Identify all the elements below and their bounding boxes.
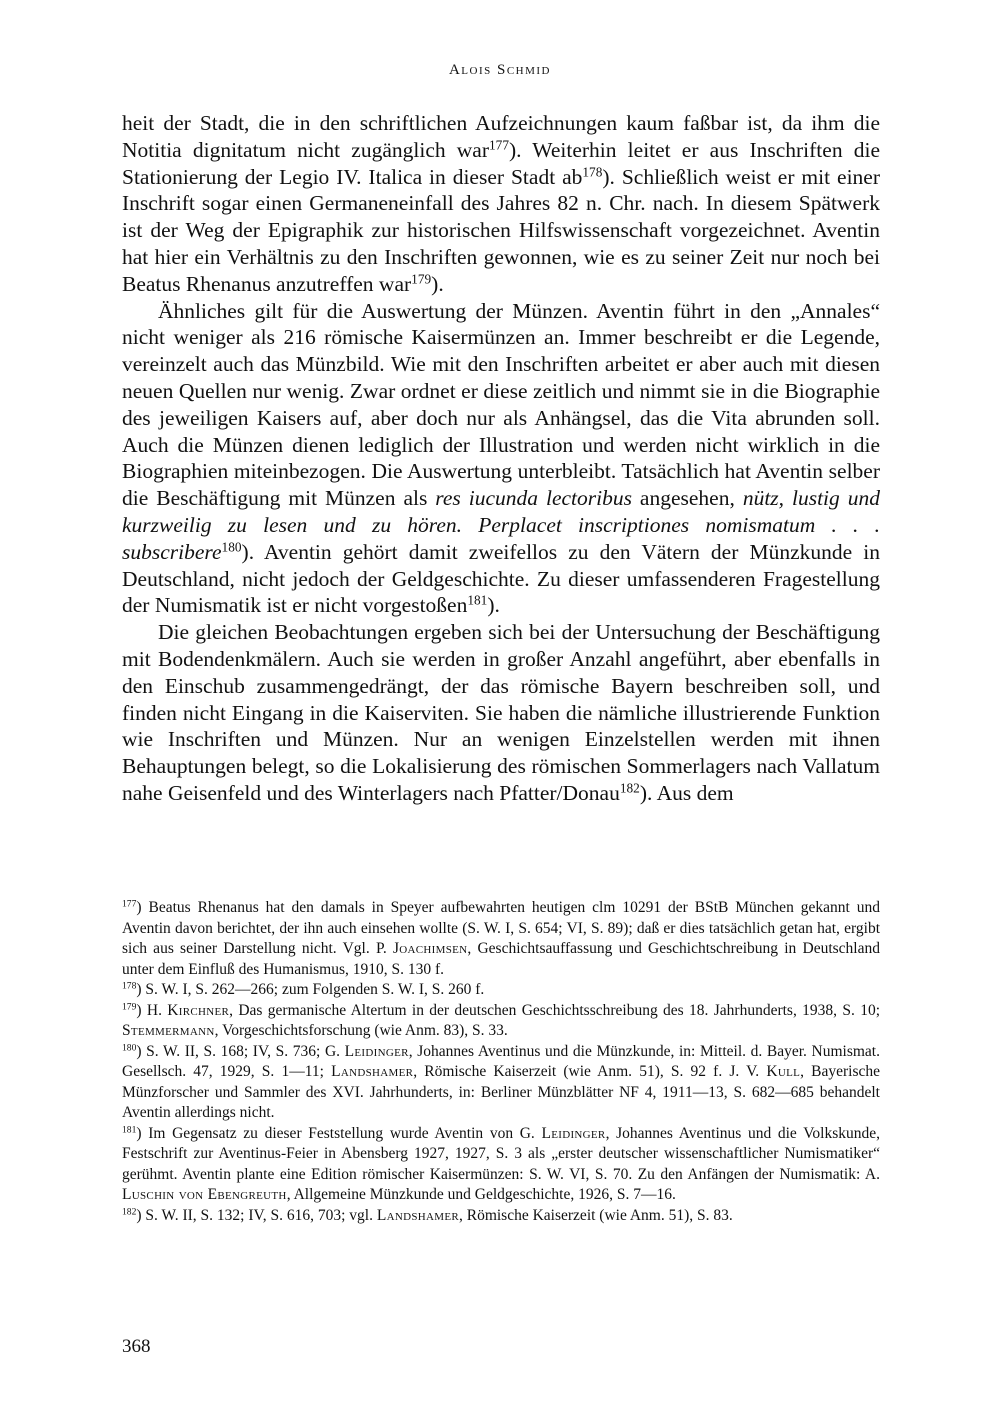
author-name: Leidinger [344, 1042, 409, 1060]
footnotes [122, 898, 880, 1226]
running-head: Alois Schmid [448, 62, 552, 78]
author-name: Leidinger [541, 1124, 606, 1142]
german-quote: nütz, lustig und kurzweilig zu lesen und zu hören. Perplacet inscriptiones nomismatum . . . subscribere [122, 486, 880, 564]
page-number: 368 [122, 1336, 151, 1357]
author-name: Joachimsen [392, 940, 468, 957]
footnote-178: $^{178}$) S. W. I, S. 262—266; zum Folgenden S. W. I, S. 260 f. [122, 980, 485, 998]
paragraph-2: Ähnliches gilt für die Auswertung der Münzen. Aventin führt in den „Annales“ nicht weniger als 216 römische Kaisermünzen an. Immer beschreibt er die Legende, vereinzelt auch das Münzbild. Wie mit den Inschriften arbeitet er aber auch mit diesen neuen Quellen nur wenig. Zwar ordnet er diese zeitlich und nimmt sie in die Biographie des jeweiligen Kaisers auf, aber doch nur als Anhängsel, das die Vita abrunden soll. Auch die Münzen dienen lediglich der Illustration und werden nicht wirklich in die Biographien miteinbezogen. Die Auswertung unterbleibt. Tatsächlich hat Aventin selber die Beschäftigung mit Münzen als res iucunda lectoribus angesehen, nütz, lustig und kurzweilig zu lesen und zu hören. Perplacet inscriptiones nomismatum . . . subscribere$^{180}$). Aventin gehört damit zweifellos zu den Vätern der Münzkunde in Deutschland, nicht jedoch der Geldgeschichte. Zu dieser umfassenderen Fragestellung der Numismatik ist er nicht vorgestoßen$^{181}$). [122, 298, 880, 618]
footnote-181: $^{181}$) Im Gegensatz zu dieser Feststellung wurde Aventin von G. Leidinger, Johannes Aventinus und die Volkskunde, Festschrift zur Aventinus-Feier in Abensberg 1927, 1927, S. 3 als „erster deutscher wissenschaftlicher Numismatiker“ gerühmt. Aventin plante eine Edition römischer Kaisermünzen: S. W. VI, S. 70. Zu den Anfängen der Numismatik: A. Luschin von Ebengreuth, Allgemeine Münzkunde und Geldgeschichte, 1926, S. 7—16. [122, 1124, 880, 1203]
latin-quote: res iucunda lectoribus [435, 486, 632, 511]
paragraph-1: heit der Stadt, die in den schriftlichen Aufzeichnungen kaum faßbar ist, da ihm die Notitia dignitatum nicht zugänglich war$^{177}$). Weiterhin leitet er aus Inschriften die Stationierung der Legio IV. Italica in dieser Stadt $ab^{178}$). Schließlich weist er mit einer Inschrift sogar einen Germaneneinfall des Jahres 82 n. Chr. nach. In diesem Spätwerk ist der Weg der Epigraphik zur historischen Hilfswissenschaft vorgezeichnet. Aventin hat hier ein Verhältnis zu den Inschriften gewonnen, wie es zu seiner Zeit nur noch bei Beatus Rhenanus anzutreffen war$^{179}$). [122, 111, 880, 296]
footnote-ref-177: 177 [489, 137, 509, 153]
footnote-ref-181: 181 [467, 593, 488, 609]
footnote-177: $^{177}$) Beatus Rhenanus hat den damals in Speyer aufbewahrten heutigen clm 10291 der BStB München gekannt und Aventin davon berichtet, der ihn auch einsehen wollte (S. W. I, S. 654; VI, S. 89); daß er dies tatsächlich getan hat, ergibt sich aus seiner Darstellung nicht. Vgl. P. Joachimsen, Geschichtsauffassung und Geschichtschreibung in Deutschland unter dem Einfluß des Humanismus, 1910, S. 130 f. [122, 898, 880, 978]
footnote-182: $^{182}$) S. W. II, S. 132; IV, S. 616, 703; vgl. Landshamer, Römische Kaiserzeit (wie Anm. 51), S. 83. [122, 1206, 733, 1224]
paragraph-3: Die gleichen Beobachtungen ergeben sich bei der Untersuchung der Beschäftigung mit Bodendenkmälern. Auch sie werden in großer Anzahl angeführt, aber ebenfalls in den Einschub zusammengedrängt, der das römische Bayern beschreiben soll, und finden nicht Eingang in die Kaiserviten. Sie haben die nämliche illustrierende Funktion wie Inschriften und Münzen. Nur an wenigen Einzelstellen werden mit ihnen Behauptungen belegt, so die Lokalisierung des römischen Sommerlagers nach Vallatum nahe Geisenfeld und des Winterlagers nach Pfatter/Donau$^{182}$). Aus dem [122, 620, 880, 805]
author-name: Kirchner [167, 1001, 230, 1019]
footnote-179: $^{179}$) H. Kirchner, Das germanische Altertum in der deutschen Geschichtsschreibung des 18. Jahrhunderts, 1938, S. 10; Stemmermann, Vorgeschichtsforschung (wie Anm. 83), S. 33. [122, 1001, 880, 1039]
footnote-ref-182: 182 [619, 780, 640, 796]
footnote-ref-180: 180 [221, 539, 242, 555]
footnote-ref-179: 179 [411, 271, 432, 287]
author-name: Stemmermann [122, 1022, 215, 1039]
author-name: Luschin von Ebengreuth [122, 1186, 287, 1203]
footnote-ref-178: 178 [582, 164, 603, 180]
author-name: Kull [766, 1063, 801, 1080]
author-name: Landshamer [331, 1063, 414, 1080]
footnote-180: $^{180}$) S. W. II, S. 168; IV, S. 736; G. Leidinger, Johannes Aventinus und die Münzkunde, in: Mitteil. d. Bayer. Numismat. Gesellsch. 47, 1929, S. 1—11; Landshamer, Römische Kaiserzeit (wie Anm. 51), S. 92 f. J. V. Kull, Bayerische Münzforscher und Sammler des XVI. Jahrhunderts, in: Berliner Münzblätter NF 4, 1911—13, S. 682—685 behandelt Aventin allerdings nicht. [122, 1042, 880, 1121]
author-name: Landshamer [376, 1206, 459, 1224]
main-text [122, 110, 880, 807]
